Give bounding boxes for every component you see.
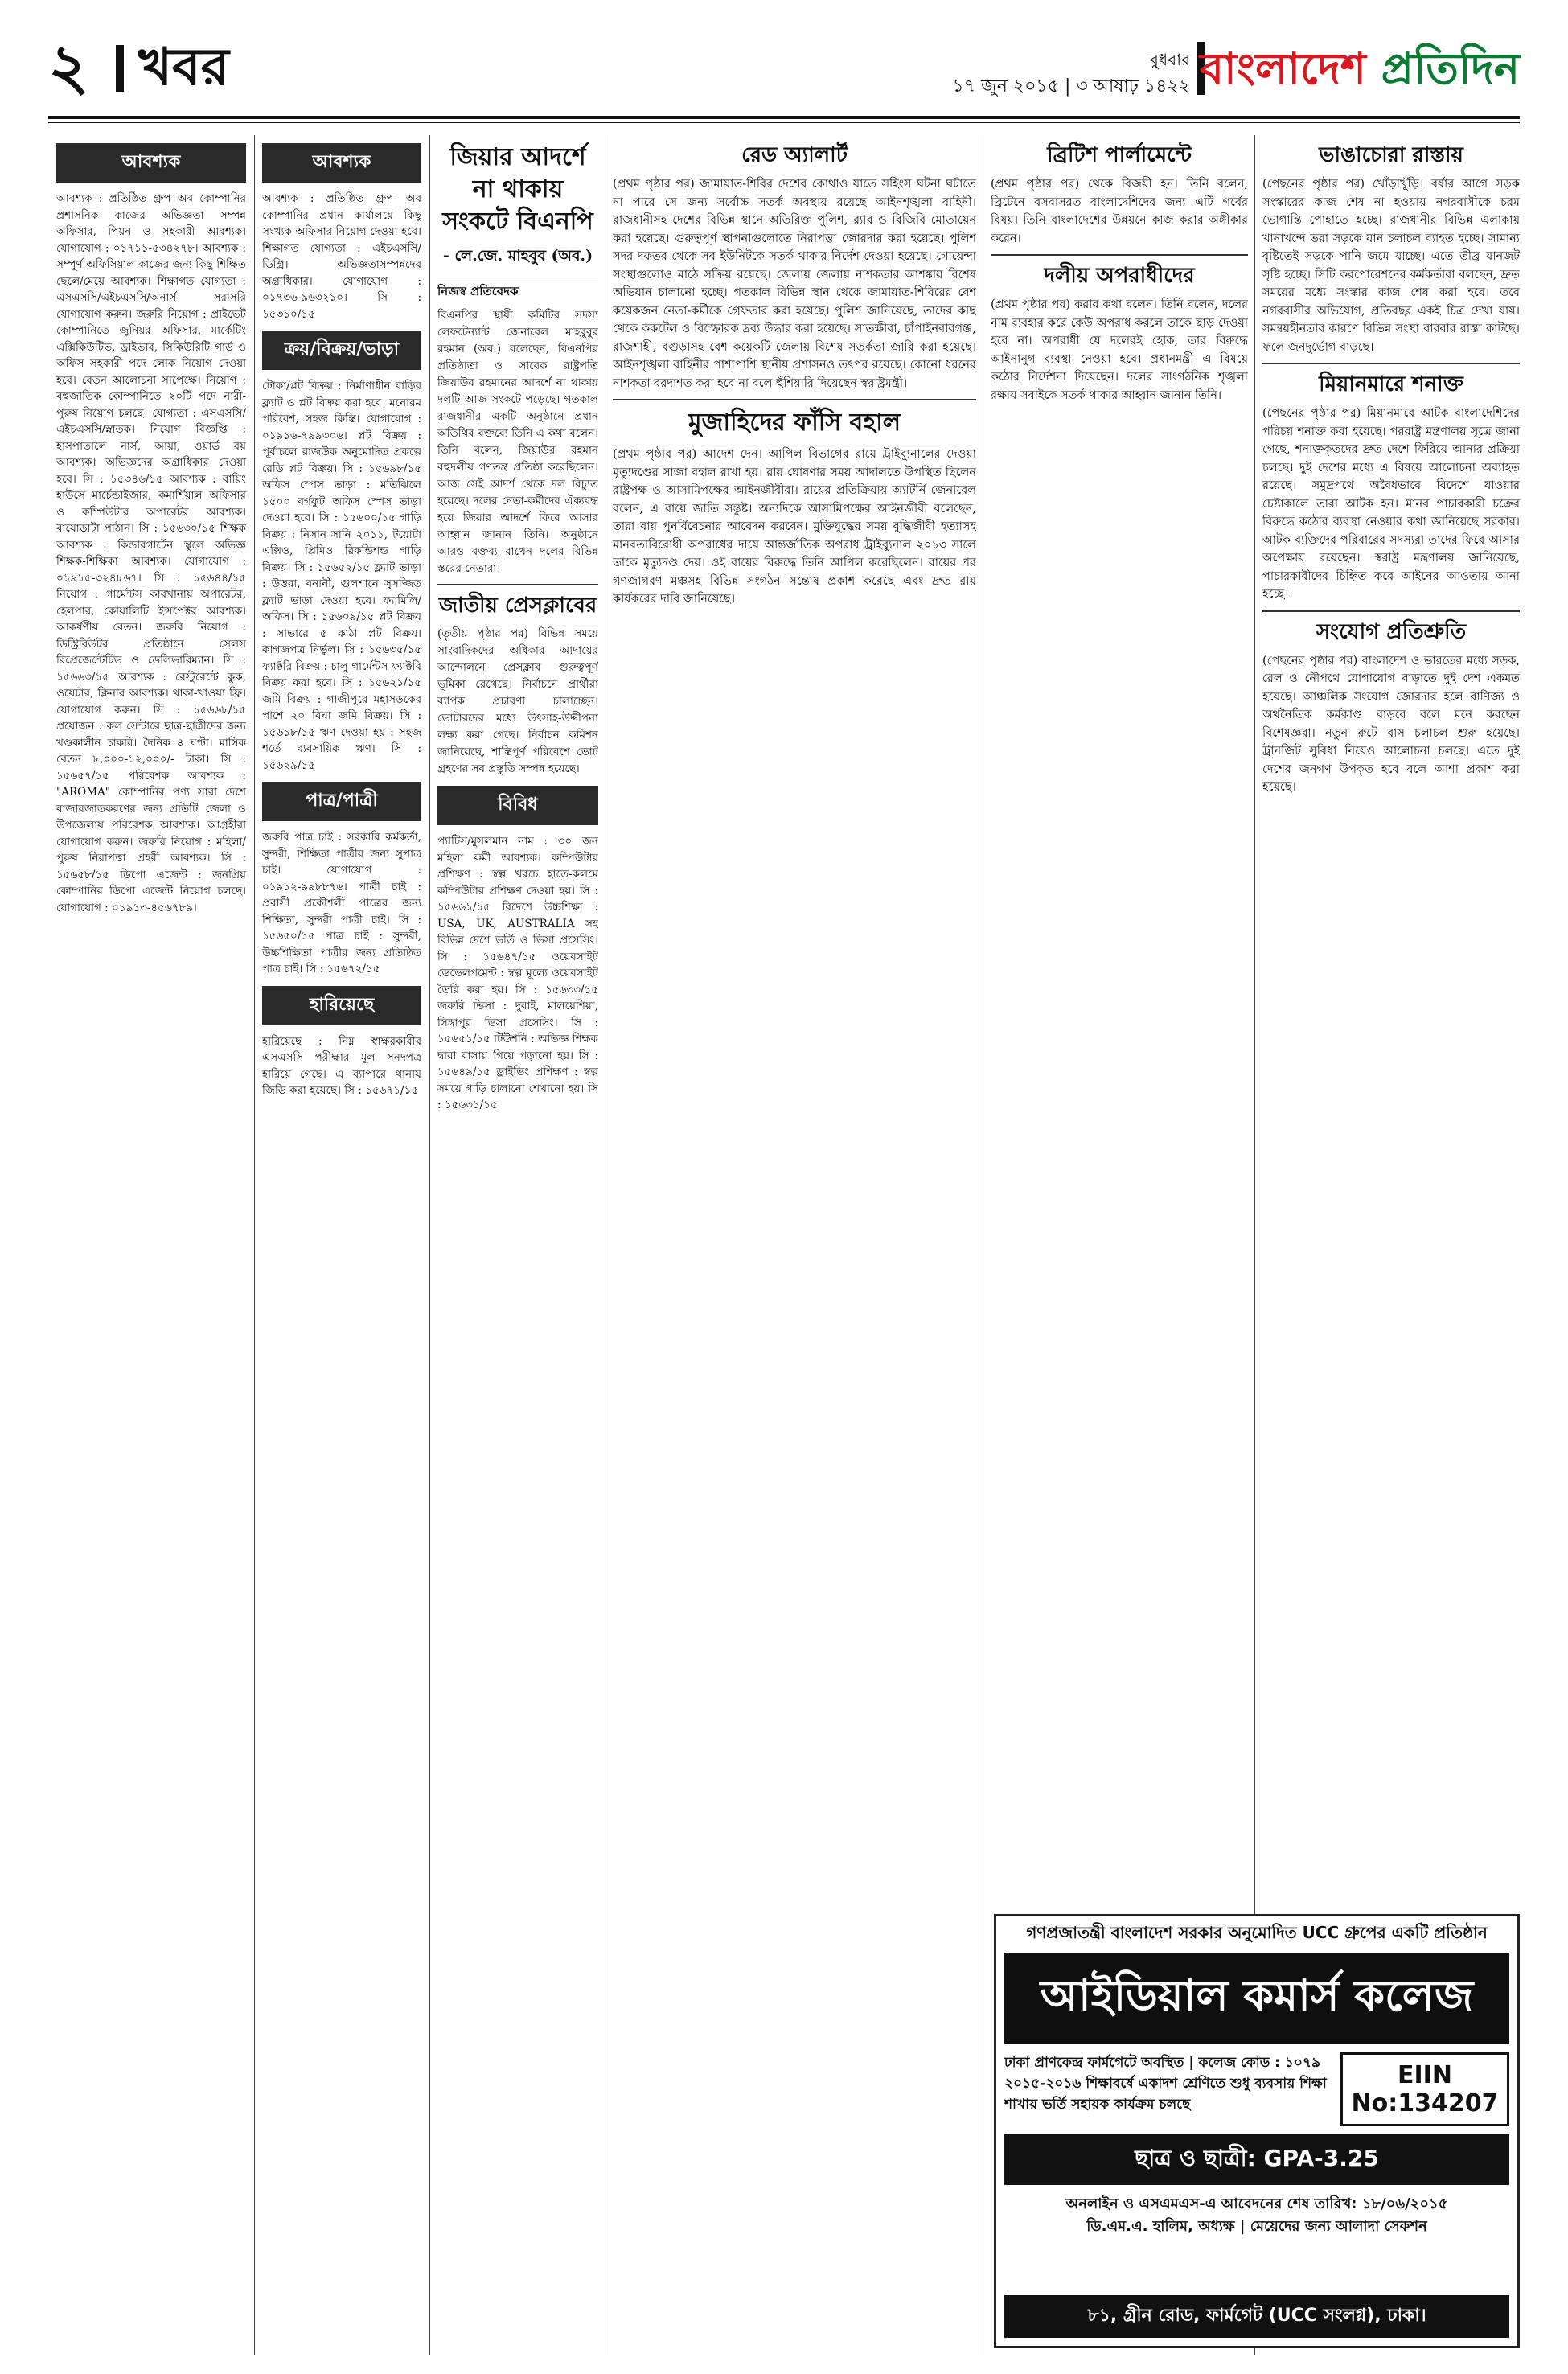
ad-info-row — [1004, 2052, 1509, 2126]
divider — [437, 584, 598, 585]
classified-ads-text: আবশ্যক : প্রতিষ্ঠিত গ্রুপ অব কোম্পানির প্রশাসনিক কাজের অভিজ্ঞতা সম্পন্ন অফিসার, পিয়ন ও সহকারী আবশ্যক। যোগাযোগ : ০১৭১১-৫৩৪২৭৮। আবশ্যক : সম্পূর্ণ অফিসিয়াল কাজের জন্য কিছু শিক্ষিত ছেলে/মেয়ে আবশ্যক। শিক্ষাগত যোগ্যতা : এসএসসি/এইচএসসি/অনার্স। সরাসরি যোগাযোগ করুন। জরুরি নিয়োগ : প্রাইভেট কোম্পানিতে জুনিয়র অফিসার, মার্কেটিং এক্সিকিউটিভ, ড্রাইভার, সিকিউরিটি গার্ড ও অফিস সহকারী পদে লোক নিয়োগ দেওয়া হবে। বেতন আলোচনা সাপেক্ষে। নিয়োগ : বহুজাতিক কোম্পানিতে ২০টি পদে নারী-পুরুষ নিয়োগ চলছে। যোগ্যতা : এসএসসি/এইচএসসি/স্নাতক। নিয়োগ বিজ্ঞপ্তি : হাসপাতালে নার্স, আয়া, ওয়ার্ড বয় আবশ্যক। অভিজ্ঞদের অগ্রাধিকার দেওয়া হবে। সি : ১৫৩৪৬/১৫ আবশ্যক : বায়িং হাউসে মার্চেন্ডাইজার, কমার্শিয়াল অফিসার ও কম্পিউটার অপারেটর আবশ্যক। বায়োডাটা পাঠান। সি : ১৫৬৩০/১৫ শিক্ষক আবশ্যক : কিন্ডারগার্টেন স্কুলে অভিজ্ঞ শিক্ষক-শিক্ষিকা আবশ্যক। যোগাযোগ : ০১৯১৫-৩২৪৮৬৭। সি : ১৫৬৪৪/১৫ নিয়োগ : গার্মেন্টস কারখানায় অপারেটর, হেলপার, কোয়ালিটি ইন্সপেক্টর আবশ্যক। আকর্ষণীয় বেতন। জরুরি নিয়োগ : ডিস্ট্রিবিউটর প্রতিষ্ঠানে সেলস রিপ্রেজেন্টেটিভ ও ডেলিভারিম্যান। সি : ১৫৬৬৩/১৫ আবশ্যক : রেস্টুরেন্টে কুক, ওয়েটার, ক্লিনার আবশ্যক। থাকা-খাওয়া ফ্রি। যোগাযোগ করুন। সি : ১৫৬৬৮/১৫ প্রয়োজন : কল সেন্টারে ছাত্র-ছাত্রীদের জন্য খণ্ডকালীন চাকরি। দৈনিক ৪ ঘণ্টা। মাসিক বেতন ৮,০০০-১২,০০০/- টাকা। সি : ১৫৬৫৭/১৫ পরিবেশক আবশ্যক : "AROMA" কোম্পানির পণ্য সারা দেশে বাজারজাতকরণের জন্য প্রতিটি জেলা ও উপজেলায় পরিবেশক আবশ্যক। আগ্রহীরা যোগাযোগ করুন। জরুরি নিয়োগ : মহিলা/পুরুষ নিরাপত্তা প্রহরী আবশ্যক। সি : ১৫৬৫৮/১৫ ডিপো এজেন্ট : জনপ্রিয় কোম্পানির ডিপো এজেন্ট নিয়োগ চলছে। যোগাযোগ : ০১৯১৩-৪৫৬৭৮৯। — [56, 192, 246, 914]
classifieds-column-1 — [56, 135, 246, 2339]
logo-part-1: বাংলাদেশ — [1200, 43, 1381, 94]
divider — [1262, 363, 1520, 364]
article-headline-connectivity: সংযোগ প্রতিশ্রুতি — [1316, 619, 1467, 644]
ad-admission: ২০১৫-২০১৬ শিক্ষাবর্ষে একাদশ শ্রেণিতে শুধু ব্যবসায় শিক্ষা শাখায় ভর্তি সহায়ক কার্যক্রম চলছে — [1004, 2076, 1327, 2113]
category-heading-wanted: আবশ্যক — [56, 143, 246, 183]
news-column-3 — [437, 135, 598, 2339]
news-column-4 — [613, 135, 976, 2339]
article-headline-zia: জিয়ার আদর্শে না থাকায় সংকটে বিএনপি — [442, 143, 593, 236]
category-heading-buy-sell: ক্রয়/বিক্রয়/ভাড়া — [262, 331, 421, 370]
article-headline-road: ভাঙাচোরা রাস্তায় — [1319, 143, 1463, 167]
article-body-zia: বিএনপির স্থায়ী কমিটির সদস্য লেফটেন্যান্ট জেনারেল মাহবুবুর রহমান (অব.) বলেছেন, বিএনপির প্রতিষ্ঠাতা ও সাবেক রাষ্ট্রপতি জিয়াউর রহমানের আদর্শে না থাকায় দলটি আজ সংকটে পড়েছে। গতকাল রাজধানীর একটি অনুষ্ঠানে প্রধান অতিথির বক্তব্যে তিনি এ কথা বলেন। তিনি বলেন, জিয়াউর রহমান বহুদলীয় গণতন্ত্র প্রতিষ্ঠা করেছিলেন। আজ সেই আদর্শ থেকে দল বিচ্যুত হয়েছে। দলের নেতা-কর্মীদের ঐক্যবদ্ধ হয়ে জিয়ার আদর্শে ফিরে আসার আহ্বান জানান তিনি। অনুষ্ঠানে আরও বক্তব্য রাখেন দলের বিভিন্ন স্তরের নেতারা। — [437, 309, 598, 575]
masthead-rule-thin — [48, 122, 1520, 123]
article-headline-mujahid: মুজাহিদের ফাঁসি বহাল — [688, 409, 901, 437]
college-advertisement — [994, 1914, 1520, 2348]
category-heading-lost: হারিয়েছে — [262, 986, 421, 1025]
news-column-5 — [991, 135, 1248, 1896]
masthead — [48, 27, 1520, 116]
ad-location: ঢাকা প্রাণকেন্দ্র ফার্মগেটে অবস্থিত | কলেজ কোড : ১০৭৯ — [1004, 2055, 1321, 2071]
article-headline-british: ব্রিটিশ পার্লামেন্টে — [1047, 143, 1192, 167]
classified-ads-text: হারিয়েছে : নিম্ন স্বাক্ষরকারীর এসএসসি পরীক্ষার মূল সনদপত্র হারিয়ে গেছে। এ ব্যাপারে থানায় জিডি করা হয়েছে। সি : ১৫৬৭১/১৫ — [262, 1034, 421, 1097]
article-headline-red-alert: রেড অ্যালার্ট — [741, 143, 848, 167]
masthead-rule — [48, 116, 1520, 119]
ad-deadline-block — [1004, 2193, 1509, 2238]
article-body-press: (তৃতীয় পৃষ্ঠার পর) বিভিন্ন সময়ে সাংবাদিকদের অধিকার আদায়ের আন্দোলনে প্রেসক্লাব গুরুত্বপূর্ণ ভূমিকা রেখেছে। নির্বাচনে প্রার্থীরা ব্যাপক প্রচারণা চালাচ্ছেন। ভোটারদের মধ্যে উৎসাহ-উদ্দীপনা লক্ষ্য করা গেছে। নির্বাচন কমিশন জানিয়েছে, শান্তিপূর্ণ পরিবেশে ভোট গ্রহণের সব প্রস্তুতি সম্পন্ন হয়েছে। — [437, 627, 598, 775]
ad-top-line: গণপ্রজাতন্ত্রী বাংলাদেশ সরকার অনুমোদিত UCC গ্রুপের একটি প্রতিষ্ঠান — [1026, 1923, 1488, 1942]
divider — [613, 399, 976, 400]
ad-session-info — [1004, 2052, 1340, 2126]
category-heading-wanted-2: আবশ্যক — [262, 143, 421, 183]
divider — [991, 254, 1248, 256]
classified-ads-text: আবশ্যক : প্রতিষ্ঠিত গ্রুপ অব কোম্পানির প্রধান কার্যালয়ে কিছু সংখ্যক অফিসার নিয়োগ দেওয়া হবে। শিক্ষাগত যোগ্যতা : এইচএসসি/ডিগ্রি। অভিজ্ঞতাসম্পন্নদের অগ্রাধিকার। যোগাযোগ : ০১৭৩৬-৯৬৩২১০। সি : ১৫৩১০/১৫ — [262, 192, 421, 321]
college-name: আইডিয়াল কমার্স কলেজ — [1004, 1953, 1509, 2044]
date-line: ১৭ জুন ২০১৫ | ৩ আষাঢ় ১৪২২ — [952, 76, 1190, 97]
column-divider — [429, 135, 430, 2355]
article-body-myanmar: (পেছনের পৃষ্ঠার পর) মিয়ানমারে আটক বাংলাদেশিদের পরিচয় শনাক্ত করা হয়েছে। পররাষ্ট্র মন্ত্রণালয় সূত্রে জানা গেছে, শনাক্তকৃতদের দ্রুত দেশে ফিরিয়ে আনার প্রক্রিয়া চলছে। দুই দেশের মধ্যে এ বিষয়ে আলোচনা অব্যাহত রয়েছে। সমুদ্রপথে অবৈধভাবে বিদেশে যাওয়ার চেষ্টাকালে তারা আটক হন। মানব পাচারকারী চক্রের বিরুদ্ধে কঠোর ব্যবস্থা নেওয়ার কথা জানিয়েছে সরকার। আটক ব্যক্তিদের পরিবারের সদস্যরা তাদের ফিরে আসার অপেক্ষায় রয়েছেন। স্বরাষ্ট্র মন্ত্রণালয় জানিয়েছে, পাচারকারীদের চিহ্নিত করে আইনের আওতায় আনা হচ্ছে। — [1262, 407, 1520, 601]
article-headline-criminals: দলীয় অপরাধীদের — [1044, 264, 1195, 288]
news-column-6 — [1262, 135, 1520, 1896]
column-divider — [254, 135, 255, 2355]
article-body-red-alert: (প্রথম পৃষ্ঠার পর) জামায়াত-শিবির দেশের কোথাও যাতে সহিংস ঘটনা ঘটাতে না পারে সে জন্য সর্বোচ্চ সতর্ক অবস্থায় রয়েছে আইনশৃঙ্খলা বাহিনী। রাজধানীসহ দেশের বিভিন্ন স্থানে অতিরিক্ত পুলিশ, র‌্যাব ও বিজিবি মোতায়েন করা হয়েছে। গুরুত্বপূর্ণ স্থাপনাগুলোতে নিরাপত্তা জোরদার করা হয়েছে। পুলিশ সদর দফতর থেকে সব ইউনিটকে সতর্ক থাকার নির্দেশ দেওয়া হয়েছে। গোয়েন্দা সংস্থাগুলোও মাঠে সক্রিয় রয়েছে। জেলায় জেলায় নাশকতার আশঙ্কায় বিশেষ অভিযান চালানো হচ্ছে। গতকাল বিভিন্ন স্থান থেকে জামায়াত-শিবিরের বেশ কয়েকজন নেতা-কর্মীকে গ্রেফতার করা হয়েছে। পুলিশ জানিয়েছে, তাদের কাছ থেকে ককটেল ও বিস্ফোরক দ্রব্য উদ্ধার করা হয়েছে। সাতক্ষীরা, চাঁপাইনবাবগঞ্জ, রাজশাহী, বগুড়াসহ বেশ কয়েকটি জেলায় বিশেষ সতর্কতা জারি করা হয়েছে। আইনশৃঙ্খলা বাহিনীর পাশাপাশি স্থানীয় প্রশাসনও তৎপর রয়েছে। কোনো ধরনের নাশকতা বরদাশত করা হবে না বলে হুঁশিয়ারি দিয়েছেন স্বরাষ্ট্রমন্ত্রী। — [613, 178, 976, 390]
section-title: খবর — [138, 37, 229, 97]
newspaper-logo — [1200, 32, 1520, 105]
classified-ads-text: জরুরি পাত্র চাই : সরকারি কর্মকর্তা, সুন্দরী, শিক্ষিতা পাত্রীর জন্য সুপাত্র চাই। যোগাযোগ : ০১৯১২-৯৯৮৮৭৬। পাত্রী চাই : প্রবাসী প্রকৌশলী পাত্রের জন্য শিক্ষিতা, সুন্দরী পাত্রী চাই। সি : ১৫৬৫০/১৫ পাত্র চাই : সুন্দরী, উচ্চশিক্ষিতা পাত্রীর জন্য প্রতিষ্ঠিত পাত্র চাই। সি : ১৫৬৭২/১৫ — [262, 831, 421, 975]
category-heading-misc: বিবিধ — [437, 786, 598, 825]
eiin-badge: EIIN No:134207 — [1340, 2052, 1509, 2126]
classified-ads-text: টোকা/প্লট বিক্রয় : নির্মাণাধীন বাড়ির ফ্ল্যাট ও প্লট বিক্রয় করা হবে। মনোরম পরিবেশ, সহজ কিস্তি। যোগাযোগ : ০১৯১৬-৭৯৯৩০৬। প্লট বিক্রয় : পূর্বাচলে রাজউক অনুমোদিত প্রকল্পে রেডি প্লট বিক্রয়। সি : ১৫৬৯৮/১৫ অফিস স্পেস ভাড়া : মতিঝিলে ১৫০০ বর্গফুট অফিস স্পেস ভাড়া দেওয়া হবে। সি : ১৫৬০০/১৫ গাড়ি বিক্রয় : নিসান সানি ২০১১, টয়োটা এক্সিও, প্রিমিও রিকন্ডিশন্ড গাড়ি বিক্রয়। সি : ১৫৬৫২/১৫ ফ্ল্যাট ভাড়া : উত্তরা, বনানী, গুলশানে সুসজ্জিত ফ্ল্যাট ভাড়া দেওয়া হবে। ফ্যামিলি/অফিস। সি : ১৫৬০৯/১৫ প্লট বিক্রয় : সাভারে ৫ কাঠা প্লট বিক্রয়। কাগজপত্র নির্ভুল। সি : ১৫৬৩৫/১৫ ফ্যাক্টরি বিক্রয় : চালু গার্মেন্টস ফ্যাক্টরি বিক্রয় করা হবে। সি : ১৫৬২১/১৫ জমি বিক্রয় : গাজীপুরে মহাসড়কের পাশে ২০ বিঘা জমি বিক্রয়। সি : ১৫৬১৮/১৫ ঋণ দেওয়া হয় : সহজ শর্তে ব্যবসায়িক ঋণ। সি : ১৫৬২৯/১৫ — [262, 380, 421, 772]
article-body-criminals: (প্রথম পৃষ্ঠার পর) করার কথা বলেন। তিনি বলেন, দলের নাম ব্যবহার করে কেউ অপরাধ করলে তাকে ছাড় দেওয়া হবে না। অপরাধী যে দলেরই হোক, তার বিরুদ্ধে আইনানুগ ব্যবস্থা নেওয়া হবে। প্রধানমন্ত্রী এ বিষয়ে কঠোর নির্দেশনা দিয়েছেন। দলের সাংগঠনিক শৃঙ্খলা রক্ষায় সবাইকে সতর্ক থাকার আহ্বান জানান তিনি। — [991, 298, 1248, 402]
logo-part-2: প্রতিদিন — [1381, 43, 1520, 94]
category-heading-matrimonial: পাত্র/পাত্রী — [262, 782, 421, 821]
article-body-connectivity: (পেছনের পৃষ্ঠার পর) বাংলাদেশ ও ভারতের মধ্যে সড়ক, রেল ও নৌপথে যোগাযোগ বাড়াতে দুই দেশ একমত হয়েছে। আঞ্চলিক সংযোগ জোরদার হলে বাণিজ্য ও অর্থনৈতিক কর্মকাণ্ড বাড়বে বলে মনে করছেন বিশেষজ্ঞরা। নতুন রুটে বাস চলাচল শুরু হয়েছে। ট্রানজিট সুবিধা নিয়েও আলোচনা চলছে। এতে দুই দেশের জনগণ উপকৃত হবে বলে আশা প্রকাশ করা হয়েছে। — [1262, 654, 1520, 794]
divider — [1262, 610, 1520, 612]
ad-gpa: ছাত্র ও ছাত্রী: GPA-3.25 — [1004, 2134, 1509, 2185]
classifieds-column-2 — [262, 135, 421, 2339]
article-byline-zia: - লে.জে. মাহবুব (অব.) — [442, 247, 593, 265]
article-body-mujahid: (প্রথম পৃষ্ঠার পর) আদেশ দেন। আপিল বিভাগের রায়ে ট্রাইব্যুনালের দেওয়া মৃত্যুদণ্ডের সাজা বহাল রাখা হয়। রায় ঘোষণার সময় আদালতে উপস্থিত ছিলেন রাষ্ট্রপক্ষ ও আসামিপক্ষের আইনজীবীরা। রায়ের প্রতিক্রিয়ায় অ্যাটর্নি জেনারেল বলেন, এ রায়ে জাতি সন্তুষ্ট। অন্যদিকে আসামিপক্ষের আইনজীবী বলেছেন, তারা রায় পুনর্বিবেচনার আবেদন করবেন। মুক্তিযুদ্ধের সময় বুদ্ধিজীবী হত্যাসহ মানবতাবিরোধী অপরাধের দায়ে আন্তর্জাতিক অপরাধ ট্রাইব্যুনাল ২০১৩ সালে তাকে মৃত্যুদণ্ড দেয়। ওই রায়ের বিরুদ্ধে তিনি আপিল করেছিলেন। রায়ের পর গণজাগরণ মঞ্চসহ বিভিন্ন সংগঠন সন্তোষ প্রকাশ করেছে এবং দ্রুত রায় কার্যকরের দাবি জানিয়েছে। — [613, 448, 976, 606]
reporter-credit: নিজস্ব প্রতিবেদক — [437, 284, 519, 298]
ad-deadline: অনলাইন ও এসএমএস-এ আবেদনের শেষ তারিখ: ১৮/০৬/২০১৫ — [1065, 2195, 1448, 2212]
ad-contact: ডি.এম.এ. হালিম, অধ্যক্ষ | মেয়েদের জন্য আলাদা সেকশন — [1086, 2218, 1427, 2235]
article-headline-press: জাতীয় প্রেসক্লাবের — [438, 594, 597, 618]
masthead-divider — [116, 45, 124, 92]
article-body-road: (পেছনের পৃষ্ঠার পর) খোঁড়াখুঁড়ি। বর্ষার আগে সড়ক সংস্কারের কাজ শেষ না হওয়ায় নগরবাসীকে চরম ভোগান্তি পোহাতে হচ্ছে। রাজধানীর বিভিন্ন এলাকায় খানাখন্দে ভরা সড়কে যান চলাচল ব্যাহত হচ্ছে। সামান্য বৃষ্টিতেই সড়কে পানি জমে যাচ্ছে। এতে তীব্র যানজট সৃষ্টি হচ্ছে। সিটি করপোরেশনের কর্মকর্তারা বলছেন, দ্রুত সময়ের মধ্যে সংস্কার কাজ শেষ করা হবে। তবে নগরবাসীর অভিযোগ, প্রতিবছর একই চিত্র দেখা যায়। সমন্বয়হীনতার কারণে বিভিন্ন সংস্থা বারবার রাস্তা কাটছে। ফলে জনদুর্ভোগ বাড়ছে। — [1262, 178, 1520, 354]
weekday: বুধবার — [1149, 50, 1190, 69]
ad-address: ৮১, গ্রীন রোড, ফার্মগেট (UCC সংলগ্ন), ঢাকা। — [1004, 2295, 1509, 2338]
page-number: ২ — [48, 31, 89, 104]
article-body-british: (প্রথম পৃষ্ঠার পর) থেকে বিজয়ী হন। তিনি বলেন, ব্রিটেনে বসবাসরত বাংলাদেশিদের জন্য এটি গর্বের বিষয়। তিনি বাংলাদেশের উন্নয়নে কাজ করার অঙ্গীকার করেন। — [991, 178, 1248, 245]
article-headline-myanmar: মিয়ানমারে শনাক্ত — [1319, 372, 1463, 396]
classified-ads-text: প্যাটিস/মুসলমান নাম : ৩০ জন মহিলা কর্মী আবশ্যক। কম্পিউটার প্রশিক্ষণ : স্বল্প খরচে হাতে-কলমে কম্পিউটার প্রশিক্ষণ দেওয়া হয়। সি : ১৫৬৬১/১৫ বিদেশে উচ্চশিক্ষা : USA, UK, AUSTRALIA সহ বিভিন্ন দেশে ভর্তি ও ভিসা প্রসেসিং। সি : ১৫৬৪৭/১৫ ওয়েবসাইট ডেভেলপমেন্ট : স্বল্প মূল্যে ওয়েবসাইট তৈরি করা হয়। সি : ১৫৬৩৩/১৫ জরুরি ভিসা : দুবাই, মালয়েশিয়া, সিঙ্গাপুর ভিসা প্রসেসিং। সি : ১৫৬৫১/১৫ টিউশনি : অভিজ্ঞ শিক্ষক দ্বারা বাসায় গিয়ে পড়ানো হয়। সি : ১৫৬৪৯/১৫ ড্রাইভিং প্রশিক্ষণ : স্বল্প সময়ে গাড়ি চালানো শেখানো হয়। সি : ১৫৬৩১/১৫ — [437, 835, 598, 1111]
